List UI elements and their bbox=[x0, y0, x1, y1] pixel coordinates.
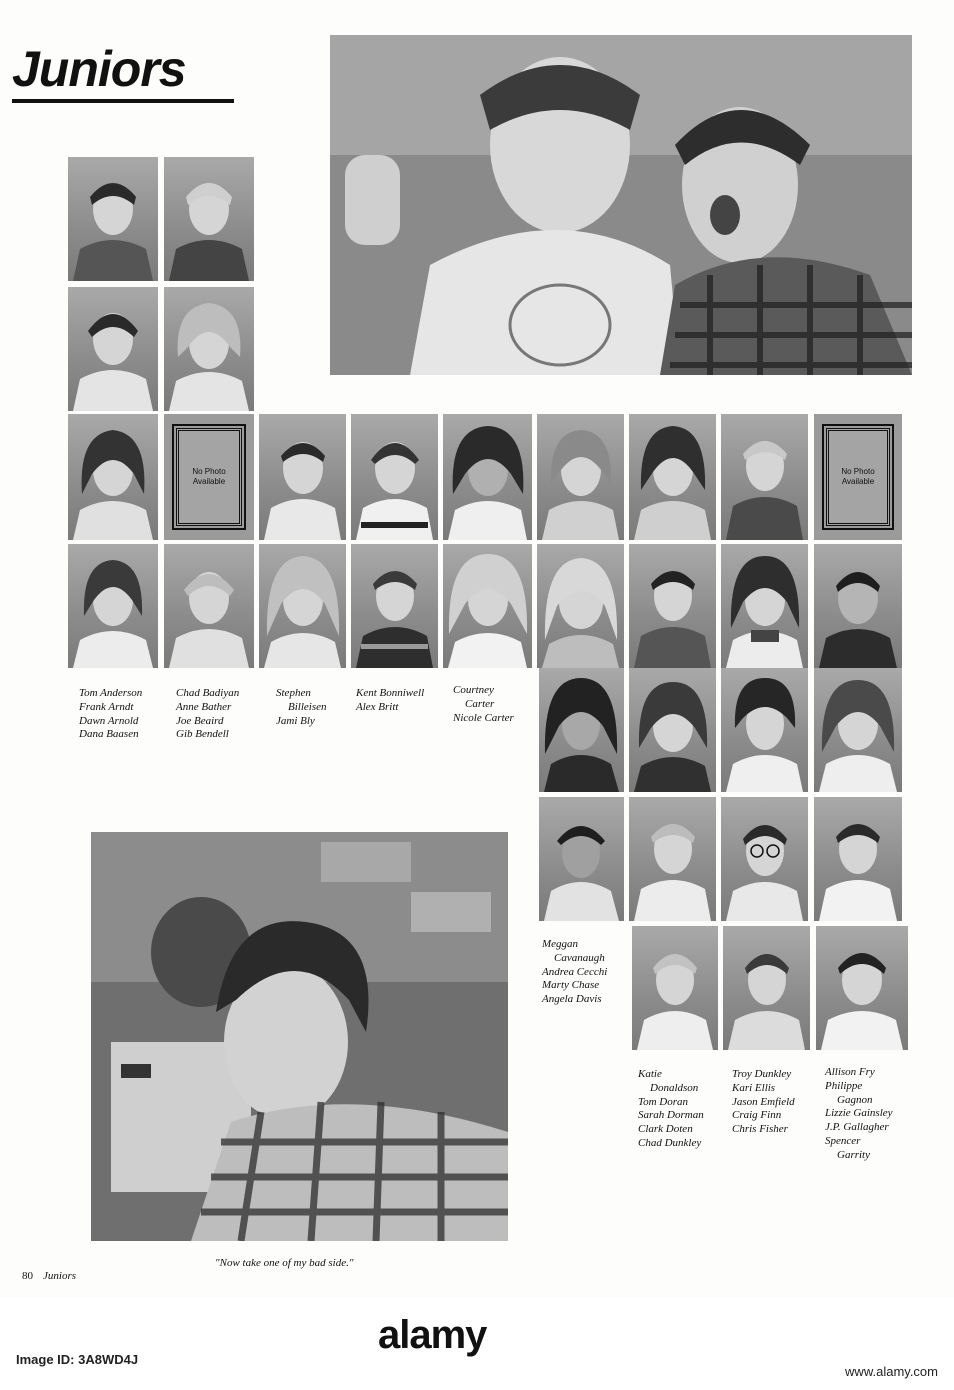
student-name: Allison Fry bbox=[825, 1066, 875, 1078]
names-column-2 bbox=[176, 687, 239, 742]
student-portrait bbox=[721, 414, 808, 540]
student-portrait bbox=[443, 414, 532, 540]
names-column-4 bbox=[356, 687, 424, 715]
student-name: Clark Doten bbox=[638, 1123, 693, 1136]
student-portrait bbox=[68, 414, 158, 540]
student-name: Tom Anderson bbox=[79, 687, 143, 699]
student-name: Dana Baasen bbox=[79, 728, 139, 741]
student-portrait bbox=[721, 797, 808, 921]
student-name: Spencer bbox=[825, 1134, 861, 1147]
student-portrait bbox=[443, 544, 532, 668]
page-number: 80 bbox=[22, 1270, 33, 1282]
student-portrait bbox=[632, 926, 718, 1050]
student-name: Andrea Cecchi bbox=[542, 965, 608, 978]
no-photo-placeholder bbox=[814, 414, 902, 540]
student-portrait bbox=[259, 544, 346, 668]
student-portrait bbox=[351, 414, 438, 540]
student-portrait bbox=[814, 668, 902, 792]
student-name: Cavanaugh bbox=[554, 951, 605, 964]
student-name: Stephen bbox=[276, 687, 311, 699]
student-portrait bbox=[68, 157, 158, 281]
names-column-3 bbox=[276, 687, 327, 728]
student-name: Chad Dunkley bbox=[638, 1136, 702, 1149]
student-name: Frank Arndt bbox=[79, 700, 134, 713]
names-column-5 bbox=[453, 684, 514, 725]
student-name: Nicole Carter bbox=[453, 711, 514, 724]
student-name: Sarah Dorman bbox=[638, 1109, 704, 1122]
student-name: Gib Bendell bbox=[176, 728, 229, 741]
student-portrait bbox=[629, 668, 716, 792]
candid-photo-two-students bbox=[330, 35, 912, 375]
student-portrait bbox=[629, 797, 716, 921]
student-name: Jason Emfield bbox=[732, 1095, 795, 1108]
student-portrait bbox=[539, 797, 624, 921]
student-portrait bbox=[814, 797, 902, 921]
student-name: Billeisen bbox=[288, 700, 327, 713]
no-photo-frame bbox=[176, 428, 242, 526]
no-photo-placeholder bbox=[164, 414, 254, 540]
student-name: Jami Bly bbox=[276, 714, 315, 727]
student-name: Donaldson bbox=[650, 1081, 699, 1094]
names-column-1 bbox=[79, 687, 142, 742]
no-photo-label: No Photo Available bbox=[841, 467, 875, 486]
brand-logo: alamy bbox=[378, 1313, 487, 1357]
student-name: Garrity bbox=[837, 1148, 870, 1161]
student-name: Philippe bbox=[825, 1079, 863, 1092]
student-portrait bbox=[629, 544, 716, 668]
student-portrait bbox=[721, 668, 808, 792]
source-url-label: www.alamy.com bbox=[845, 1364, 938, 1379]
student-portrait bbox=[721, 544, 808, 668]
no-photo-label: No Photo Available bbox=[192, 467, 226, 486]
student-portrait bbox=[68, 544, 158, 668]
page-title: Juniors bbox=[12, 41, 186, 97]
student-name: Chris Fisher bbox=[732, 1123, 788, 1136]
names-column-9 bbox=[825, 1066, 893, 1163]
image-id-label: Image ID: 3A8WD4J bbox=[16, 1352, 139, 1367]
student-name: Kari Ellis bbox=[732, 1081, 776, 1094]
student-name: Dawn Arnold bbox=[79, 714, 139, 727]
student-name: Lizzie Gainsley bbox=[825, 1107, 893, 1120]
student-name: Gagnon bbox=[837, 1093, 873, 1106]
student-name: Katie bbox=[638, 1068, 662, 1080]
student-portrait bbox=[164, 157, 254, 281]
student-name: Angela Davis bbox=[542, 993, 602, 1006]
student-portrait bbox=[539, 668, 624, 792]
student-name: Carter bbox=[465, 697, 495, 710]
student-name: Marty Chase bbox=[542, 979, 600, 992]
folio-section: Juniors bbox=[43, 1270, 76, 1282]
student-name: Craig Finn bbox=[732, 1109, 782, 1122]
no-photo-frame bbox=[826, 428, 890, 526]
student-name: Kent Bonniwell bbox=[356, 687, 425, 699]
student-portrait bbox=[537, 544, 624, 668]
student-portrait bbox=[723, 926, 810, 1050]
student-name: Anne Bather bbox=[176, 700, 232, 713]
names-column-6 bbox=[542, 938, 607, 1007]
student-name: Chad Badiyan bbox=[176, 687, 240, 699]
names-column-7 bbox=[638, 1068, 704, 1151]
student-name: Troy Dunkley bbox=[732, 1068, 792, 1080]
names-column-8 bbox=[732, 1068, 795, 1137]
student-portrait bbox=[351, 544, 438, 668]
photo-caption: "Now take one of my bad side." bbox=[215, 1257, 354, 1269]
student-name: Meggan bbox=[542, 938, 579, 950]
student-name: Joe Beaird bbox=[176, 714, 224, 727]
title-underline bbox=[12, 99, 234, 103]
page-folio bbox=[22, 1270, 76, 1282]
student-name: Courtney bbox=[453, 684, 494, 696]
student-portrait bbox=[259, 414, 346, 540]
student-name: Tom Doran bbox=[638, 1095, 689, 1108]
student-portrait bbox=[537, 414, 624, 540]
student-portrait bbox=[814, 544, 902, 668]
student-portrait bbox=[164, 287, 254, 411]
student-name: J.P. Gallagher bbox=[825, 1121, 889, 1134]
student-portrait bbox=[164, 544, 254, 668]
student-portrait bbox=[816, 926, 908, 1050]
candid-photo-classroom bbox=[91, 832, 508, 1241]
student-name: Alex Britt bbox=[356, 700, 399, 713]
student-portrait bbox=[629, 414, 716, 540]
student-portrait bbox=[68, 287, 158, 411]
